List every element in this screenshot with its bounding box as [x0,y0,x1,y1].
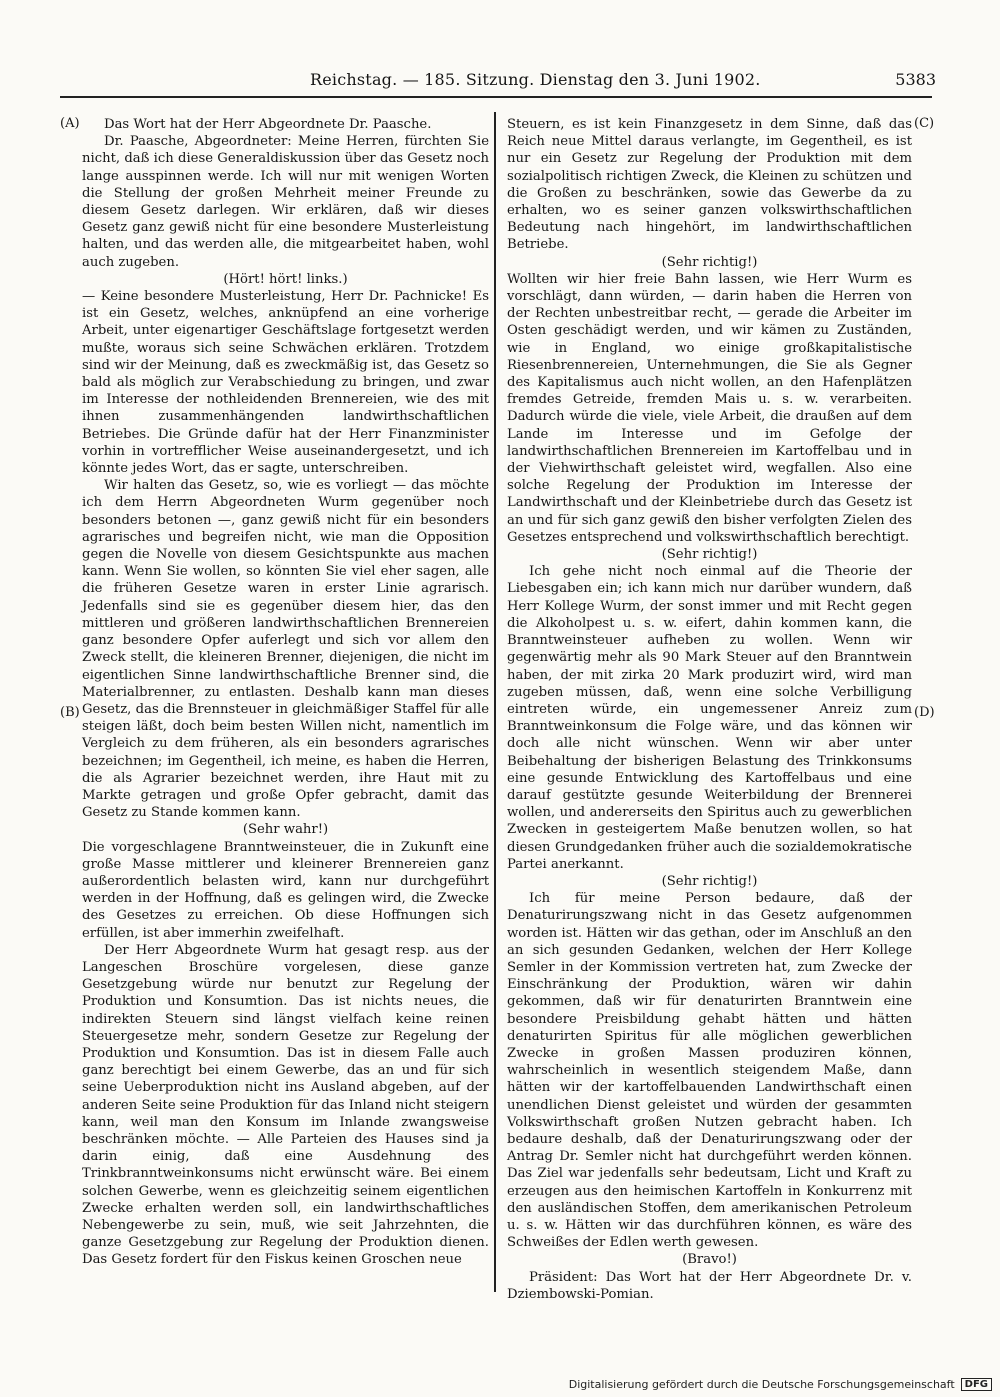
header-title: Reichstag. — 185. Sitzung. Dienstag den 3. Juni 1902. [310,70,761,89]
left-column [82,116,489,1269]
paragraph: Die vorgeschlagene Branntweinsteuer, die in Zukunft eine große Masse mittlerer und kleinerer Brennereien ganz außerordentlich belasten wird, kann nur durchgeführt werden in der Hoffnung, daß es gelingen wird, die Zwecke des Gesetzes zu erreichen. Ob diese Hoffnungen sich erfüllen, ist aber immerhin zweifelhaft. [82,839,489,941]
paragraph: Steuern, es ist kein Finanzgesetz in dem Sinne, daß das Reich neue Mittel daraus verlangte, im Gegentheil, es ist nur ein Gesetz zur Regelung der Produktion mit dem sozialpolitisch richtigen Zweck, die Kleinen zu schützen und die Großen zu beschränken, sowie das Gewerbe da zu erhalten, wo es seiner ganzen volkswirthschaftlichen Bedeutung nach hingehört, im landwirthschaftlichen Betriebe. [507,117,912,253]
header-rule [60,96,932,98]
column-divider [494,112,496,1292]
paragraph: Dr. Paasche, Abgeordneter: Meine Herren, fürchten Sie nicht, daß ich diese Generaldiskussion über das Gesetz noch lange ausspinnen werde. Ich will nur mit wenigen Worten die Stellung der großen Mehrheit meiner Freunde zu diesem Gesetz darlegen. Wir erklären, daß wir dieses Gesetz ganz gewiß nicht für eine besondere Musterleistung halten, und das werden alle, die mitgearbeitet haben, wohl auch zugeben. [82,134,489,270]
running-header [60,70,936,96]
paragraph: — Keine besondere Musterleistung, Herr Dr. Pachnicke! Es ist ein Gesetz, welches, anknüpfend an eine vorherige Arbeit, unter eigenartiger Geschäftslage fortgesetzt werden mußte, woraus sich seine Schwächen erklären. Trotzdem sind wir der Meinung, daß es zweckmäßig ist, das Gesetz so bald als möglich zur Verabschiedung zu bringen, und zwar im Interesse der nothleidenden Brennereien, wie des mit ihnen zusammenhängenden landwirthschaftlichen Betriebes. Die Gründe dafür hat der Herr Finanzminister vorhin in vortrefflicher Weise auseinandergesetzt, und ich könnte jedes Wort, das er sagte, unterschreiben. [82,289,489,477]
paragraph: Präsident: Das Wort hat der Herr Abgeordnete Dr. v. Dziembowski-Pomian. [507,1269,912,1302]
footer-text: Digitalisierung gefördert durch die Deutsche Forschungsgemeinschaft [568,1378,955,1391]
paragraph: Das Wort hat der Herr Abgeordnete Dr. Paasche. [104,117,432,132]
interjection: (Sehr richtig!) [661,547,758,563]
interjection: (Sehr wahr!) [242,822,329,838]
paragraph: Wollten wir hier freie Bahn lassen, wie Herr Wurm es vorschlägt, dann würden, — darin haben die Herren von der Rechten unbestreitbar recht, — gerade die Arbeiter im Osten geschädigt werden, und wir kämen zu Zuständen, wie in England, wo einige großkapitalistische Riesenbrennereien, Unternehmungen, die Sie als Gegner des Kapitalismus auch nicht wollen, an den Hafenplätzen fremdes Getreide, fremden Mais u. s. w. verarbeiten. Dadurch würde die viele, viele Arbeit, die draußen auf dem Lande im Interesse und im Gefolge der landwirthschaftlichen Brennereien im Kartoffelbau und in der Viehwirthschaft geleistet wird, wegfallen. Also eine solche Regelung der Produktion im Interesse der Landwirthschaft und der Kleinbetriebe durch das Gesetz ist an und für sich ganz gewiß den bisher verfolgten Zielen des Gesetzes entsprechend und volkswirthschaftlich berechtigt. [507,271,912,545]
margin-marker-d: (D) [914,705,935,720]
interjection: (Hört! hört! links.) [223,271,348,287]
interjection: (Sehr richtig!) [661,873,758,889]
page-number: 5383 [895,70,936,89]
margin-marker-b: (B) [60,705,80,720]
paragraph: Ich für meine Person bedaure, daß der Denaturirungszwang nicht in das Gesetz aufgenommen worden ist. Hätten wir das gethan, oder im Anschluß an den an sich gesunden Gedanken, welchen der Herr Kollege Semler in der Kommission vertreten hat, zum Zwecke der Einschränkung der Produktion, wären wir dahin gekommen, daß wir für denaturirten Branntwein eine besondere Preisbildung gehabt hätten und hätten denaturirten Spiritus für alle möglichen gewerblichen Zwecke in großen Massen produziren können, wahrscheinlich in wesentlich steigendem Maße, dann hätten wir der kartoffelbauenden Landwirthschaft einen unendlichen Dienst geleistet und würden der gesammten Volkswirthschaft großen Nutzen gebracht haben. Ich bedaure deshalb, daß der Denaturirungszwang oder der Antrag Dr. Semler nicht hat durchgeführt werden können. Das Ziel war jedenfalls sehr bedeutsam, Licht und Kraft zu erzeugen aus den heimischen Kartoffeln in Konkurrenz mit den ausländischen Stoffen, dem amerikanischen Petroleum u. s. w. Hätten wir das durchführen können, es wäre des Schweißes der Edlen werth gewesen. [507,891,912,1251]
paragraph: Der Herr Abgeordnete Wurm hat gesagt resp. aus der Langeschen Broschüre vorgelesen, diese ganze Gesetzgebung würde nur benutzt zur Regelung der Produktion und Konsumtion. Das ist nichts neues, die indirekten Steuern sind längst vielfach keine reinen Steuergesetze mehr, sondern Gesetze zur Regelung der Produktion und Konsumtion. Das ist in diesem Falle auch ganz berechtigt bei einem Gewerbe, das an und für sich seine Ueberproduktion nicht ins Ausland abgeben, auf der anderen Seite seine Produktion für das Inland nicht steigern kann, weil man den Konsum im Inlande zwangsweise beschränken möchte. — Alle Parteien des Hauses sind ja darin einig, daß eine Ausdehnung des Trinkbranntweinkonsums nicht erwünscht wäre. Bei einem solchen Gewerbe, wenn es gleichzeitig seinem eigentlichen Zwecke erhalten werden soll, ein landwirthschaftliches Nebengewerbe zu sein, muß, wie seit Jahrzehnten, die ganze Gesetzgebung zur Regelung der Produktion dienen. Das Gesetz fordert für den Fiskus keinen Groschen neue [82,942,489,1268]
paragraph: Wir halten das Gesetz, so, wie es vorliegt — das möchte ich dem Herrn Abgeordneten Wurm gegenüber noch besonders betonen —, ganz gewiß nicht für ein besonders agrarisches und begreifen nicht, wie man die Opposition gegen die Novelle von diesem Gesichtspunkte aus machen kann. Wenn Sie wollen, so könnten Sie viel eher sagen, alle die früheren Gesetze waren in erster Linie agrarisch. Jedenfalls sind sie es gegenüber diesem hier, das den mittleren und größeren landwirthschaftlichen Brennereien ganz besondere Opfer auferlegt und sich vor allem den Zweck stellt, die kleineren Brenner, diejenigen, die nicht im eigentlichen Sinne landwirthschaftliche Brenner sind, die Materialbrenner, zu entlasten. Deshalb kann man dieses Gesetz, das die Brennsteuer in gleichmäßiger Staffel für alle steigen läßt, doch beim besten Willen nicht, namentlich im Vergleich zu dem früheren, als ein besonders agrarisches bezeichnen; im Gegentheil, ich meine, es haben die Herren, die als Agrarier bezeichnet werden, ihre Haut mit zu Markte getragen und große Opfer gebracht, damit das Gesetz zu Stande kommen kann. [82,478,489,821]
margin-marker-a: (A) [60,116,80,131]
paragraph: Ich gehe nicht noch einmal auf die Theorie der Liebesgaben ein; ich kann mich nur darüber wundern, daß Herr Kollege Wurm, der sonst immer und mit Recht gegen die Alkoholpest u. s. w. eifert, dahin kommen kann, die Branntweinsteuer aufheben zu wollen. Wenn wir gegenwärtig mehr als 90 Mark Steuer auf den Branntwein haben, der mit zirka 20 Mark produzirt wird, wird man zugeben müssen, daß, wenn eine solche Verbilligung eintreten würde, ein ungemessener Anreiz zum Branntweinkonsum die Folge wäre, und das können wir doch alle nicht wünschen. Wenn wir aber unter Beibehaltung der bisherigen Belastung des Trinkkonsums eine gesunde Entwicklung des Kartoffelbaus und eine darauf gestützte gesunde Weiterbildung der Brennerei wollen, und andererseits den Spiritus auch zu gewerblichen Zwecken in gesteigertem Maße benutzen wollen, so hat diesen Grundgedanken früher auch die sozialdemokratische Partei anerkannt. [507,564,912,872]
right-column [507,116,912,1303]
interjection: (Bravo!) [682,1252,737,1268]
margin-marker-c: (C) [914,116,935,131]
footer [569,1378,992,1391]
interjection: (Sehr richtig!) [661,254,758,270]
dfg-logo-icon: DFG [961,1378,992,1391]
